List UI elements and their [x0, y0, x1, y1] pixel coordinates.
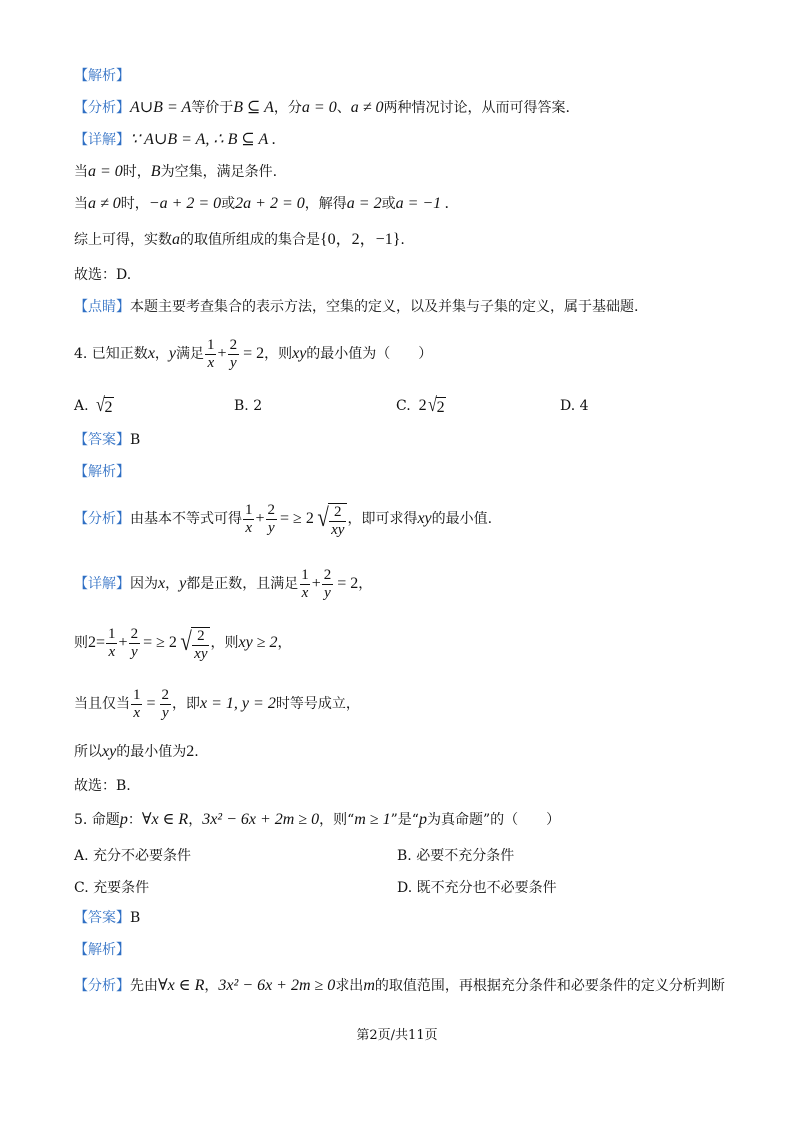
q5-fenxi-line: 【分析】先由∀x ∈ R，3x² − 6x + 2m ≥ 0求出m的取值范围，再根据充分条件和必要条件的定义分析判断 — [74, 977, 725, 994]
sqrt-symbol: √ 2 — [95, 394, 113, 416]
q5-option-b: B. 必要不充分条件 — [397, 848, 515, 864]
tag-dianjing: 【点睛】 — [74, 299, 130, 315]
q4-option-b: B. 2 — [234, 398, 263, 414]
section-tag-jiexi: 【解析】 — [74, 68, 130, 84]
q3-fenxi-line: 【分析】A∪B = A等价于B ⊆ A，分a = 0、a ≠ 0两种情况讨论，从而可得答案. — [74, 99, 570, 116]
q4-option-c: C. 2 √ 2 — [396, 394, 445, 416]
tag-fenxi: 【分析】 — [74, 511, 130, 527]
sqrt-symbol: √ 2 — [427, 394, 445, 416]
tag-xiangjie: 【详解】 — [74, 132, 130, 148]
tag-daan: 【答案】 — [74, 432, 130, 448]
q5-option-a: A. 充分不必要条件 — [74, 848, 192, 864]
fraction-2-over-y: $\frac{2}{y}$ — [229, 336, 238, 371]
q4-conclusion-line: 所以xy的最小值为2. — [74, 743, 199, 760]
tag-fenxi: 【分析】 — [74, 100, 130, 116]
q4-answer-line: 【答案】B — [74, 432, 141, 448]
q3-case1-line: 当a = 0时，B为空集，满足条件. — [74, 163, 278, 180]
sqrt-symbol: √ $\frac{2}{xy}$ — [316, 499, 348, 539]
q4-xiangjie-line: 【详解】 因为 x ， y 都是正数，且满足 $\frac{1}{x}$ + $\frac{2}{y}$ = 2 ， — [74, 566, 373, 601]
q4-option-d: D. 4 — [560, 398, 589, 414]
q5-option-c: C. 充要条件 — [74, 880, 150, 896]
q4-option-a: A. √ 2 — [74, 394, 113, 416]
sqrt-symbol: √ $\frac{2}{xy}$ — [179, 623, 211, 663]
q5-option-d: D. 既不充分也不必要条件 — [397, 880, 557, 896]
q3-summary-line: 综上可得，实数a的取值所组成的集合是{0，2，−1}. — [74, 231, 405, 248]
q4-choice: 故选：B. — [74, 778, 131, 794]
tag-xiangjie: 【详解】 — [74, 576, 130, 592]
q4-then-line: 则 2= $\frac{1}{x}$ + $\frac{2}{y}$ = ≥ 2 √ $\frac{2}{xy}$ ，则 xy ≥ 2 ， — [74, 620, 291, 666]
fraction-1-over-x: $\frac{1}{x}$ — [207, 336, 215, 371]
section-tag-jiexi-2: 【解析】 — [74, 464, 130, 480]
q5-answer-line: 【答案】B — [74, 910, 141, 926]
tag-daan: 【答案】 — [74, 910, 130, 926]
q3-dianjing-line: 【点睛】本题主要考查集合的表示方法，空集的定义，以及并集与子集的定义，属于基础题. — [74, 299, 639, 315]
q3-choice: 故选：D. — [74, 267, 132, 283]
q4-stem: 4. 已知正数 x ， y 满足 $\frac{1}{x}$ + $\frac{2}{y}$ = 2 ，则 xy 的最小值为（ ） — [74, 336, 433, 371]
section-tag-jiexi-3: 【解析】 — [74, 942, 130, 958]
tag-fenxi: 【分析】 — [74, 978, 130, 994]
q3-case2-line: 当a ≠ 0时，−a + 2 = 0或2a + 2 = 0，解得a = 2或a = −1 . — [74, 195, 450, 212]
q4-fenxi-line: 【分析】 由基本不等式可得 $\frac{1}{x}$ + $\frac{2}{y}$ = ≥ 2 √ $\frac{2}{xy}$ ，即可求得 xy 的最小值. — [74, 496, 492, 542]
q4-equality-line: 当且仅当 $\frac{1}{x}$ = $\frac{2}{y}$ ，即 x = 1, y = 2 时等号成立， — [74, 686, 360, 721]
page-footer: 第2页/共11页 — [356, 1028, 438, 1043]
q3-xiangjie-line: 【详解】∵ A∪B = A, ∴ B ⊆ A . — [74, 131, 276, 148]
q5-stem: 5. 命题p：∀x ∈ R，3x² − 6x + 2m ≥ 0，则“m ≥ 1”是“p为真命题”的（ ） — [74, 811, 561, 828]
